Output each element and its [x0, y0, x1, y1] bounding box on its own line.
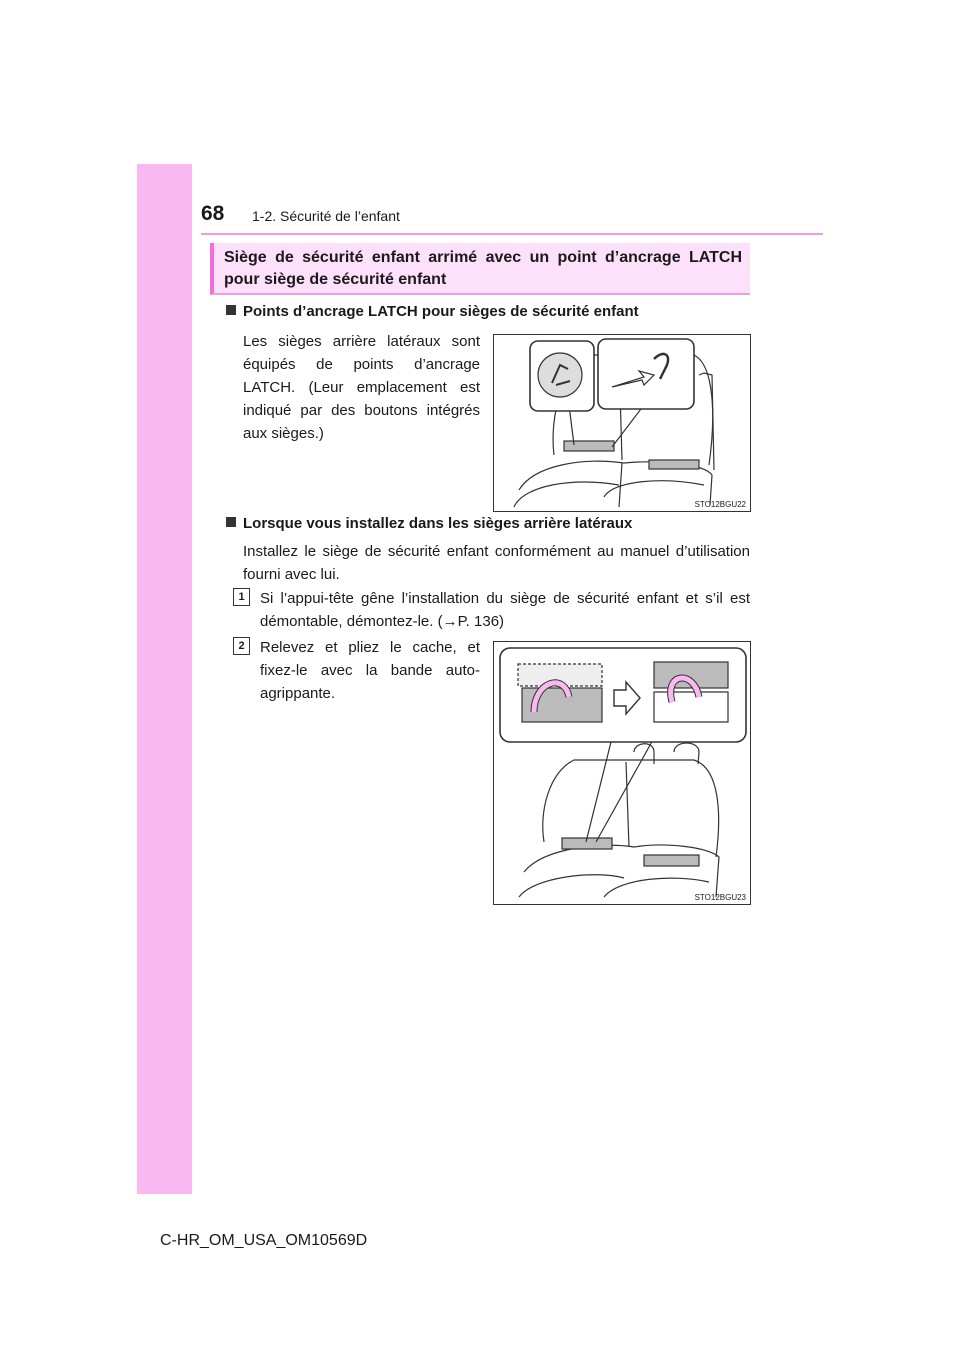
- bullet-heading-latch-points: Points d’ancrage LATCH pour sièges de sécurité enfant: [226, 303, 639, 320]
- page-number: 68: [201, 202, 225, 225]
- figure-latch-anchors: [493, 334, 751, 512]
- section-title: Siège de sécurité enfant arrimé avec un point d’ancrage LATCH pour siège de sécurité enfant: [210, 243, 750, 295]
- step-text-1: Si l’appui-tête gêne l’installation du siège de sécurité enfant et s’il est démontable, démontez-le. (→P. 136): [260, 590, 750, 630]
- paragraph-latch-location: Les sièges arrière latéraux sont équipés de points d’ancrage LATCH. (Leur emplacement est indiqué par des boutons intégrés aux sièges.): [243, 333, 480, 442]
- step-number-2: 2: [233, 637, 250, 655]
- chapter-sidebar-tab: [137, 164, 192, 1194]
- running-title: 1-2. Sécurité de l’enfant: [252, 208, 400, 224]
- latch-button-icon: [538, 353, 582, 397]
- bullet-square-icon: [226, 517, 236, 527]
- step-number-1: 1: [233, 588, 250, 606]
- paragraph-install-instructions: Installez le siège de sécurité enfant conformément au manuel d’utilisation fourni avec lui.: [243, 543, 750, 583]
- step-text-2: Relevez et pliez le cache, et fixez-le avec la bande auto-agrippante.: [260, 639, 480, 702]
- header-divider: [201, 233, 823, 235]
- document-code: C-HR_OM_USA_OM10569D: [160, 1232, 368, 1249]
- bullet-square-icon: [226, 305, 236, 315]
- fold-cover-illustration: [494, 642, 750, 904]
- bullet-heading-side-seats: Lorsque vous installez dans les sièges arrière latéraux: [226, 515, 632, 532]
- seat-anchor-illustration: [494, 335, 750, 511]
- figure-code: STO12BGU22: [694, 500, 746, 509]
- figure-fold-cover: [493, 641, 751, 905]
- figure-code: STO12BGU23: [694, 893, 746, 902]
